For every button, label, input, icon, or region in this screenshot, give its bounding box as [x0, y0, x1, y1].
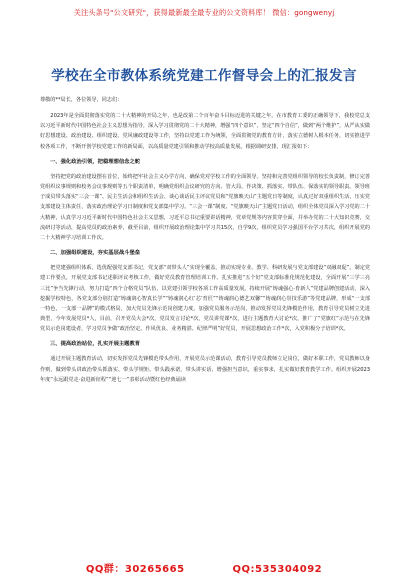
section-paragraph-3: 通过开展主题教育活动，切实发挥党员先锋模范带头作用，开展党员示范课活动，教育引导党员教师立足岗位，做好本职工作，党员教师以身作则，做到带头讲政治带头抓落实、带头学规矩、带头践承诺，带头讲实话、增强担当意识，重实事求，扎实做好教育教学工作。组织开展2023年度“永远跟党走·奋进新征程”“迎七一”表彰活动暨红色经典诵读 — [40, 356, 370, 383]
qq-text: QQ:535304092 — [232, 564, 323, 575]
contact-watermark — [0, 560, 408, 575]
document-body — [40, 95, 370, 385]
intro-paragraph: 2023年是全面贯彻落实党的二十大精神的开局之年，也是改第二个百年奋斗目标迈进的关键之年。在市教育工委的正确领导下，我校党总支以习近平新时代中国特色社会主义思想为指导，深入学习贯彻党的二十大精神，增强“四个意识”，坚定“四个自信”，做到“两个维护”，从严从实做好思想建设、政治建设、组织建设、党风廉政建设等工作，坚持以党建工作为统领，全面贯彻党的教育方针，落实立德树人根本任务，切实推进学校各项工作，不断开创学校党建工作的新局面，以高质量党建引领和推动学校高质量发展。根据调研安排，现汇报如下： — [40, 113, 370, 150]
section-heading-2: 二、加强组织建设，夯实基层战斗堡垒 — [50, 250, 141, 257]
page-title: 学校在全市教体系统党建工作督导会上的汇报发言 — [51, 68, 357, 84]
promo-banner: 关注头条号"公文研究"，获得最新最全最专业的公文资料库！ 微信：gongwenyj — [73, 8, 335, 17]
section-heading-3: 三、提高政治站位，扎实开展主题教育 — [50, 341, 141, 348]
qq-group-text: QQ群：30265665 — [85, 564, 185, 575]
section-heading-1: 一、强化政治引领，把稳理想信念之舵 — [50, 158, 141, 165]
section-paragraph-1: 坚持把党的政治建设摆在首位，始终把牢社会主义办学方向，确保党对学校工作的全面领导。坚持和完善党组织领导的校长负责制，修订完善党组织议事规则和校务会议事规则等五个职责清单，明确党组织会议研究的方向、管大局、作决策、抓落实、带队伍、保落实的领导职责。领导班子成员带头落实“三会一课”、民主生活会和组织生活会、谈心谈话民主评议党员和“党旗映天山”主题党日等制度，认真过好双重组织生活，压实党支部建设主体责任，落实政治理论学习日制度和党支部集中学习。“三会一课”制度、“党旗映天山”主题党日活动，组织全体党员深入学习党的二十大精神，认真学习习近平新时代中国特色社会主义思想，习近平总书记重要讲话精神，党章党规等内容贯穿全面，并举办党的二十大知识竞赛，交流研讨等活动，提高党员的政治素养，截至目前，组织开展政治理论集中学习共15次，自学9次，组织党员学习强国平台学习共次，组织开展党的二十大精神学习培训工作次。 — [40, 173, 370, 241]
salutation: 尊敬的**局长，各位领导，同志们： — [40, 97, 123, 103]
section-paragraph-2: 把党建强组织体系，选优配强党支部书记，党支部“双带头人”实现全覆盖，推动实现专业、教学、科研发展与党支部建设“双融双促”。制定党建工作要点，开展党支部书记述职评议考核工作，做好党员教育管理培训工作。扎实推进“五个好”党支部标准化规范化建设，全面开展“三学三亮三比”争当先锋行动，努力打造“四个合格党员”队伍，以党建引领学校各项工作高质量发展。持续开展“铸魂强心·育新人”党建品牌创建活动，深入挖掘学校特色，各党支部分别打造“铸魂润心智真长学”“铸魂润心红‘芯’育匠”“铸魂润心德艺双馨”“铸魂润心崇技乐游”等党建品牌，形成“一支部一特色，一支部一品牌”的模式格局，加大党员先锋示范岗创建力度，加强党员服务示范岗，推动发挥党员先锋模范作用，教育引导党员树立先进典型，今年发展党员*人，目前，召开党员大会*次，党员发言讨论*次，党员讲党课*次，进行主题教育大讨论*次，推广了“党旗红”示范与在先锋党员示范岗建设者，学习党员争做“政治坚定、作风优良、业务精湛、纪律严明”好党员，开展思想政治工作*次，入党积极分子培训*次。 — [40, 265, 370, 333]
